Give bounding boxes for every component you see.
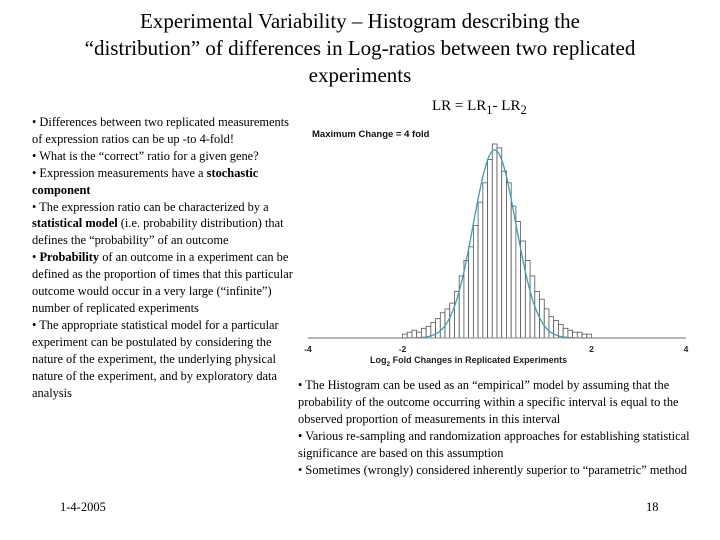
histogram-svg (298, 120, 696, 378)
x-axis-ticks (304, 344, 688, 354)
histogram-bar (445, 309, 450, 338)
x-tick-label: -4 (304, 344, 312, 354)
histogram-bar (473, 225, 478, 338)
right-bullet-1: • The Histogram can be used as an “empirical” model by assuming that the probability of the outcome occurring within a specific interval is equal to the observed proportion of measurements in this interval (298, 378, 679, 426)
histogram-bar (502, 171, 507, 338)
histogram-bar (521, 241, 526, 338)
histogram-bar (577, 332, 582, 338)
left-bullet-1: • Differences between two replicated measurements of expression ratios can be up -to 4-fold! (32, 115, 289, 146)
histogram-bar (530, 276, 535, 338)
left-bullet-list (32, 114, 294, 401)
right-bullet-list (298, 377, 696, 479)
left-bullet-5: • Probability of an outcome in a experiment can be defined as the proportion of times that this particular outcome would occur in a very large (“infinite”) number of replicated experiments (32, 250, 293, 315)
histogram-bars (403, 144, 592, 338)
x-tick-label: 2 (589, 344, 594, 354)
title-line-2: “distribution” of differences in Log-ratios between two replicated (84, 36, 636, 60)
left-bullet-3: • Expression measurements have a stochastic component (32, 165, 259, 197)
left-bullet-2: • What is the “correct” ratio for a given gene? (32, 148, 259, 163)
histogram-bar (492, 144, 497, 338)
histogram-bar (459, 276, 464, 338)
histogram-bar (573, 332, 578, 338)
x-tick-label: 4 (683, 344, 689, 354)
histogram-bar (544, 309, 549, 338)
title-line-1: Experimental Variability – Histogram describing the (140, 9, 580, 33)
histogram-bar (407, 332, 412, 338)
x-axis-label: Log$_2$ Fold Changes in Replicated Experiments (370, 355, 568, 368)
histogram-bar (488, 160, 493, 338)
right-bullet-2: • Various re-sampling and randomization approaches for establishing statistical significance are based on this assumption (298, 429, 690, 460)
title-line-3: experiments (308, 63, 412, 87)
histogram-bar (464, 260, 469, 338)
histogram-bar (436, 319, 441, 338)
right-bullet-3: • Sometimes (wrongly) considered inherently superior to “parametric” method (298, 463, 688, 477)
histogram-bar (483, 183, 488, 338)
x-tick-label: -2 (398, 344, 407, 354)
histogram-chart (298, 120, 696, 378)
log-ratio-equation: LR = $LR_1-$ $LR_2$ (432, 98, 527, 117)
histogram-bar (497, 148, 502, 338)
histogram-bar (469, 247, 474, 338)
chart-annotation: Maximum Change = 4 fold (312, 129, 430, 140)
left-bullet-4: • The expression ratio can be characterized by a statistical model (i.e. probability distribution) that defines the “probability” of an outcome (32, 199, 284, 248)
histogram-bar (511, 206, 516, 338)
histogram-bar (549, 317, 554, 338)
page-number: 18 (646, 500, 659, 514)
left-bullet-6: • The appropriate statistical model for a particular experiment can be postulated by considering the nature of the experiment, the underlying physical nature of the experiment, and by exploratory data analysis (32, 317, 279, 400)
histogram-bar (568, 330, 573, 338)
histogram-bar (506, 183, 511, 338)
slide-title (20, 8, 700, 89)
histogram-bar (412, 330, 417, 338)
histogram-bar (478, 202, 483, 338)
histogram-bar (440, 313, 445, 338)
histogram-bar (525, 260, 530, 338)
footer-date: 1-4-2005 (60, 500, 106, 514)
